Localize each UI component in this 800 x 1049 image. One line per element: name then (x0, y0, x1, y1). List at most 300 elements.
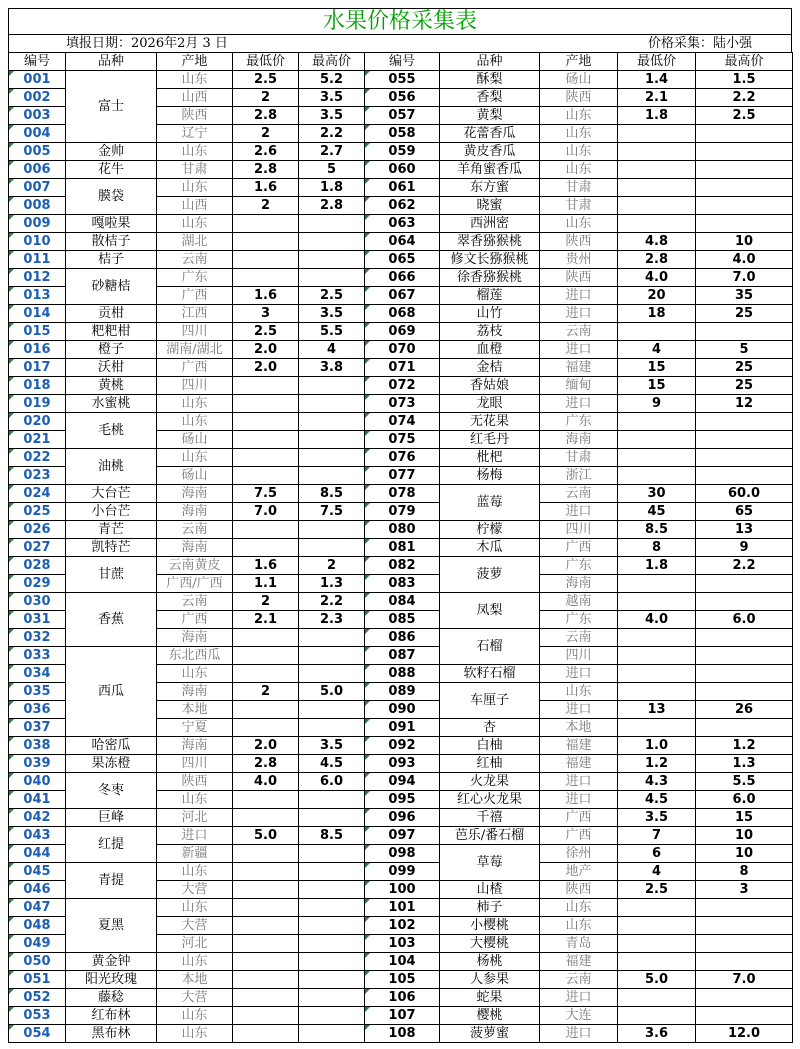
row-code: 089 (365, 683, 440, 701)
row-origin: 山东 (540, 917, 618, 935)
row-name: 黄梨 (440, 107, 540, 125)
row-origin: 四川 (157, 377, 233, 395)
row-min-price (618, 575, 696, 593)
row-origin: 四川 (157, 755, 233, 773)
row-max-price (299, 215, 365, 233)
row-name: 巨峰 (66, 809, 157, 827)
row-origin: 山东 (540, 899, 618, 917)
row-max-price: 2.2 (299, 593, 365, 611)
row-min-price (618, 683, 696, 701)
row-min-price (233, 881, 299, 899)
header-origin-right: 产地 (540, 53, 618, 71)
row-origin: 山东 (157, 449, 233, 467)
row-max-price: 7.0 (696, 971, 793, 989)
row-code: 086 (365, 629, 440, 647)
row-origin: 广西 (540, 827, 618, 845)
row-code: 093 (365, 755, 440, 773)
row-origin: 新疆 (157, 845, 233, 863)
sheet-title: 水果价格采集表 (8, 8, 792, 35)
row-name: 阳光玫瑰 (66, 971, 157, 989)
row-code: 102 (365, 917, 440, 935)
row-max-price (299, 917, 365, 935)
row-origin: 四川 (540, 647, 618, 665)
row-min-price (233, 1025, 299, 1043)
row-origin: 山东 (157, 863, 233, 881)
row-origin: 海南 (157, 485, 233, 503)
row-origin: 山东 (157, 1025, 233, 1043)
row-origin: 陕西 (157, 107, 233, 125)
row-min-price: 3.5 (618, 809, 696, 827)
row-code: 044 (9, 845, 66, 863)
row-max-price (696, 629, 793, 647)
row-max-price (299, 539, 365, 557)
row-code: 066 (365, 269, 440, 287)
row-max-price (696, 125, 793, 143)
row-code: 029 (9, 575, 66, 593)
row-origin: 云南 (540, 629, 618, 647)
row-min-price: 1.4 (618, 71, 696, 89)
row-max-price: 15 (696, 809, 793, 827)
row-max-price: 8.5 (299, 827, 365, 845)
row-name: 西瓜 (66, 647, 157, 737)
row-code: 048 (9, 917, 66, 935)
row-max-price: 1.5 (696, 71, 793, 89)
row-max-price (299, 629, 365, 647)
row-origin: 贵州 (540, 251, 618, 269)
row-min-price (233, 521, 299, 539)
row-min-price (233, 449, 299, 467)
row-origin: 山东 (157, 71, 233, 89)
row-code: 037 (9, 719, 66, 737)
row-min-price: 3 (233, 305, 299, 323)
row-name: 柠檬 (440, 521, 540, 539)
row-code: 097 (365, 827, 440, 845)
row-min-price (233, 1007, 299, 1025)
row-name: 东方蜜 (440, 179, 540, 197)
header-max-right: 最高价 (696, 53, 793, 71)
row-name: 红布林 (66, 1007, 157, 1025)
row-origin: 湖南/湖北 (157, 341, 233, 359)
row-name: 哈密瓜 (66, 737, 157, 755)
row-origin: 山西 (157, 197, 233, 215)
row-code: 063 (365, 215, 440, 233)
row-code: 018 (9, 377, 66, 395)
row-min-price (233, 269, 299, 287)
row-max-price (299, 467, 365, 485)
table-row (9, 269, 793, 287)
row-min-price (618, 323, 696, 341)
row-origin: 大营 (157, 917, 233, 935)
row-min-price: 30 (618, 485, 696, 503)
row-min-price: 2 (233, 683, 299, 701)
row-min-price: 2.1 (233, 611, 299, 629)
row-code: 078 (365, 485, 440, 503)
table-row (9, 1007, 793, 1025)
row-max-price (299, 953, 365, 971)
row-origin: 东北西瓜 (157, 647, 233, 665)
row-code: 036 (9, 701, 66, 719)
collector: 价格采集：陆小强 (647, 36, 752, 51)
row-origin: 辽宁 (157, 125, 233, 143)
row-code: 045 (9, 863, 66, 881)
row-name: 金桔 (440, 359, 540, 377)
row-code: 020 (9, 413, 66, 431)
row-name: 柿子 (440, 899, 540, 917)
row-name: 红毛丹 (440, 431, 540, 449)
row-origin: 宁夏 (157, 719, 233, 737)
row-min-price (233, 647, 299, 665)
row-code: 008 (9, 197, 66, 215)
row-max-price (696, 431, 793, 449)
row-name: 枇杷 (440, 449, 540, 467)
row-code: 034 (9, 665, 66, 683)
row-max-price (696, 197, 793, 215)
row-min-price (618, 989, 696, 1007)
row-origin: 广东 (157, 269, 233, 287)
row-max-price: 9 (696, 539, 793, 557)
table-row (9, 539, 793, 557)
row-code: 031 (9, 611, 66, 629)
row-max-price (299, 449, 365, 467)
table-row (9, 161, 793, 179)
row-max-price (299, 863, 365, 881)
table-row (9, 251, 793, 269)
row-name: 血橙 (440, 341, 540, 359)
row-origin: 进口 (540, 665, 618, 683)
row-origin: 进口 (540, 773, 618, 791)
row-min-price (233, 413, 299, 431)
row-max-price: 7.5 (299, 503, 365, 521)
table-row (9, 71, 793, 89)
row-code: 042 (9, 809, 66, 827)
row-min-price: 8.5 (618, 521, 696, 539)
row-origin: 海南 (540, 431, 618, 449)
row-code: 056 (365, 89, 440, 107)
row-origin: 地产 (540, 863, 618, 881)
row-name: 榴莲 (440, 287, 540, 305)
row-origin: 海南 (157, 683, 233, 701)
row-name: 凤梨 (440, 593, 540, 629)
row-code: 096 (365, 809, 440, 827)
row-name: 火龙果 (440, 773, 540, 791)
price-sheet (8, 8, 792, 1041)
row-code: 009 (9, 215, 66, 233)
row-name: 酥梨 (440, 71, 540, 89)
row-max-price: 26 (696, 701, 793, 719)
row-max-price (299, 881, 365, 899)
row-code: 100 (365, 881, 440, 899)
row-max-price: 25 (696, 305, 793, 323)
row-name: 油桃 (66, 449, 157, 485)
row-code: 038 (9, 737, 66, 755)
table-row (9, 305, 793, 323)
row-origin: 缅甸 (540, 377, 618, 395)
table-row (9, 647, 793, 665)
row-min-price: 45 (618, 503, 696, 521)
row-min-price: 7 (618, 827, 696, 845)
row-origin: 陕西 (540, 269, 618, 287)
row-origin: 广西 (157, 359, 233, 377)
row-name: 晓蜜 (440, 197, 540, 215)
row-origin: 陕西 (540, 881, 618, 899)
row-code: 092 (365, 737, 440, 755)
row-code: 033 (9, 647, 66, 665)
row-min-price (233, 665, 299, 683)
row-min-price (233, 989, 299, 1007)
header-min-right: 最低价 (618, 53, 696, 71)
row-name: 白柚 (440, 737, 540, 755)
row-code: 095 (365, 791, 440, 809)
row-min-price: 7.5 (233, 485, 299, 503)
row-origin: 青岛 (540, 935, 618, 953)
row-max-price (299, 899, 365, 917)
row-origin: 广西 (157, 611, 233, 629)
row-code: 002 (9, 89, 66, 107)
row-code: 021 (9, 431, 66, 449)
row-max-price (299, 1025, 365, 1043)
row-max-price: 12 (696, 395, 793, 413)
row-code: 040 (9, 773, 66, 791)
table-body (9, 71, 793, 1043)
row-min-price: 18 (618, 305, 696, 323)
row-min-price: 2.8 (233, 107, 299, 125)
row-min-price: 2.8 (233, 161, 299, 179)
row-origin: 河北 (157, 935, 233, 953)
row-max-price: 5 (696, 341, 793, 359)
row-origin: 山西 (157, 89, 233, 107)
row-min-price: 2.6 (233, 143, 299, 161)
row-origin: 甘肃 (540, 179, 618, 197)
row-code: 085 (365, 611, 440, 629)
row-min-price: 4.0 (233, 773, 299, 791)
row-max-price (299, 521, 365, 539)
row-max-price: 10 (696, 827, 793, 845)
row-origin: 云南 (540, 323, 618, 341)
row-max-price (299, 269, 365, 287)
row-name: 蛇果 (440, 989, 540, 1007)
row-code: 015 (9, 323, 66, 341)
row-min-price: 4 (618, 863, 696, 881)
row-min-price (618, 161, 696, 179)
row-max-price: 6.0 (696, 791, 793, 809)
row-min-price: 2 (233, 89, 299, 107)
row-code: 094 (365, 773, 440, 791)
row-min-price: 4.0 (618, 269, 696, 287)
header-min: 最低价 (233, 53, 299, 71)
row-min-price: 2 (233, 593, 299, 611)
row-code: 071 (365, 359, 440, 377)
row-max-price (696, 449, 793, 467)
row-max-price (696, 593, 793, 611)
row-origin: 海南 (157, 539, 233, 557)
row-origin: 进口 (540, 341, 618, 359)
row-max-price: 5.5 (696, 773, 793, 791)
row-code: 088 (365, 665, 440, 683)
row-code: 001 (9, 71, 66, 89)
row-max-price: 4.5 (299, 755, 365, 773)
row-name: 桔子 (66, 251, 157, 269)
row-name: 软籽石榴 (440, 665, 540, 683)
row-max-price: 1.3 (299, 575, 365, 593)
row-origin: 山东 (157, 179, 233, 197)
row-code: 108 (365, 1025, 440, 1043)
table-row (9, 377, 793, 395)
row-name: 甘蔗 (66, 557, 157, 593)
row-origin: 福建 (540, 755, 618, 773)
header-code-right: 编号 (365, 53, 440, 71)
row-min-price: 2.8 (618, 251, 696, 269)
row-origin: 进口 (540, 287, 618, 305)
row-code: 070 (365, 341, 440, 359)
table-row (9, 737, 793, 755)
table-row (9, 449, 793, 467)
row-min-price (233, 899, 299, 917)
row-max-price (696, 575, 793, 593)
row-min-price (618, 899, 696, 917)
row-max-price (696, 179, 793, 197)
row-origin: 山东 (157, 791, 233, 809)
row-origin: 山东 (540, 161, 618, 179)
row-max-price: 35 (696, 287, 793, 305)
table-row (9, 1025, 793, 1043)
row-max-price: 60.0 (696, 485, 793, 503)
row-name: 藤稔 (66, 989, 157, 1007)
row-name: 大樱桃 (440, 935, 540, 953)
row-name: 青芒 (66, 521, 157, 539)
row-max-price: 8 (696, 863, 793, 881)
row-code: 098 (365, 845, 440, 863)
row-code: 022 (9, 449, 66, 467)
row-max-price (299, 251, 365, 269)
row-name: 西洲密 (440, 215, 540, 233)
row-min-price (233, 917, 299, 935)
row-code: 053 (9, 1007, 66, 1025)
row-min-price: 9 (618, 395, 696, 413)
row-min-price (233, 467, 299, 485)
row-origin: 云南 (540, 485, 618, 503)
row-min-price (233, 863, 299, 881)
table-row (9, 989, 793, 1007)
row-min-price (233, 539, 299, 557)
row-code: 006 (9, 161, 66, 179)
row-name: 黑布林 (66, 1025, 157, 1043)
row-code: 058 (365, 125, 440, 143)
row-name: 膜袋 (66, 179, 157, 215)
row-min-price (618, 647, 696, 665)
row-origin: 进口 (540, 701, 618, 719)
row-min-price: 4 (618, 341, 696, 359)
row-code: 055 (365, 71, 440, 89)
row-max-price: 4.0 (696, 251, 793, 269)
row-max-price: 5.5 (299, 323, 365, 341)
row-code: 030 (9, 593, 66, 611)
row-min-price: 15 (618, 377, 696, 395)
table-row (9, 179, 793, 197)
row-origin: 广西/广西 (157, 575, 233, 593)
row-max-price: 65 (696, 503, 793, 521)
row-code: 019 (9, 395, 66, 413)
row-min-price: 5.0 (233, 827, 299, 845)
row-min-price: 2.0 (233, 737, 299, 755)
row-min-price (233, 629, 299, 647)
row-max-price: 25 (696, 359, 793, 377)
row-name: 冬枣 (66, 773, 157, 809)
row-name: 蓝莓 (440, 485, 540, 521)
row-origin: 山东 (157, 665, 233, 683)
row-code: 107 (365, 1007, 440, 1025)
table-row (9, 773, 793, 791)
row-max-price (696, 323, 793, 341)
row-name: 夏黑 (66, 899, 157, 953)
table-row (9, 557, 793, 575)
row-name: 散桔子 (66, 233, 157, 251)
row-min-price (233, 953, 299, 971)
row-min-price: 2.1 (618, 89, 696, 107)
row-max-price: 2.2 (299, 125, 365, 143)
row-origin: 海南 (157, 629, 233, 647)
row-code: 057 (365, 107, 440, 125)
row-name: 果冻橙 (66, 755, 157, 773)
row-origin: 山东 (157, 899, 233, 917)
row-max-price (696, 143, 793, 161)
row-min-price: 4.3 (618, 773, 696, 791)
row-code: 054 (9, 1025, 66, 1043)
row-max-price (299, 377, 365, 395)
row-name: 香姑娘 (440, 377, 540, 395)
row-name: 杨梅 (440, 467, 540, 485)
row-name: 黄金钟 (66, 953, 157, 971)
row-code: 084 (365, 593, 440, 611)
row-origin: 广西 (540, 809, 618, 827)
row-origin: 山东 (540, 143, 618, 161)
row-name: 黄桃 (66, 377, 157, 395)
header-code: 编号 (9, 53, 66, 71)
row-max-price: 1.8 (299, 179, 365, 197)
row-origin: 广东 (540, 611, 618, 629)
row-code: 003 (9, 107, 66, 125)
row-min-price: 7.0 (233, 503, 299, 521)
row-origin: 云南 (157, 593, 233, 611)
row-origin: 四川 (157, 323, 233, 341)
table-row (9, 143, 793, 161)
row-code: 026 (9, 521, 66, 539)
row-min-price: 2.5 (233, 323, 299, 341)
row-max-price: 4 (299, 341, 365, 359)
row-max-price: 5.2 (299, 71, 365, 89)
table-row (9, 863, 793, 881)
row-code: 010 (9, 233, 66, 251)
row-code: 099 (365, 863, 440, 881)
row-max-price: 2.2 (696, 89, 793, 107)
row-code: 067 (365, 287, 440, 305)
row-code: 032 (9, 629, 66, 647)
header-max: 最高价 (299, 53, 365, 71)
row-origin: 福建 (540, 737, 618, 755)
row-origin: 进口 (540, 395, 618, 413)
row-code: 074 (365, 413, 440, 431)
row-min-price: 2.0 (233, 359, 299, 377)
row-code: 087 (365, 647, 440, 665)
row-name: 龙眼 (440, 395, 540, 413)
row-max-price: 10 (696, 845, 793, 863)
row-origin: 越南 (540, 593, 618, 611)
row-min-price (618, 179, 696, 197)
row-code: 080 (365, 521, 440, 539)
row-max-price (299, 233, 365, 251)
row-name: 翠香猕猴桃 (440, 233, 540, 251)
row-origin: 云南 (157, 251, 233, 269)
row-code: 062 (365, 197, 440, 215)
